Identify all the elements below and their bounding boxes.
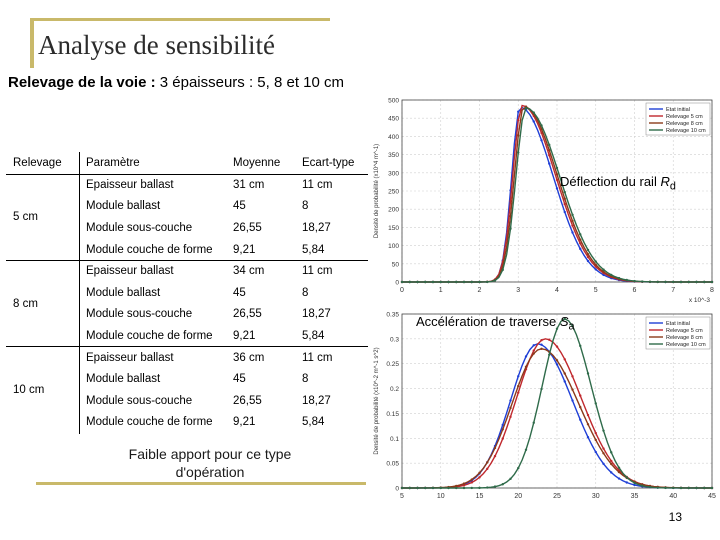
series-marker — [672, 487, 674, 489]
param-name: Module couche de forme — [80, 239, 227, 261]
series-marker — [494, 279, 496, 281]
y-tick-label: 0.1 — [389, 435, 399, 443]
y-axis-label: Densité de probabilité (x10^4 m^-1) — [374, 143, 380, 239]
param-name: Module couche de forme — [86, 416, 213, 429]
series-marker — [494, 455, 496, 457]
series-marker — [478, 487, 480, 489]
header-ecart-type: Ecart-type — [296, 153, 369, 175]
series-marker — [432, 487, 434, 489]
chart-rail-deflection — [368, 94, 720, 304]
series-marker — [711, 281, 713, 283]
series-marker — [486, 281, 488, 283]
header-relevage: Relevage — [7, 153, 80, 175]
param-name: Epaisseur ballast — [86, 265, 174, 278]
chart2-annotation-sub: a — [568, 320, 575, 333]
series-marker — [595, 439, 597, 441]
y-tick-label: 500 — [388, 97, 399, 105]
series-marker — [633, 280, 635, 282]
x-tick-label: 2 — [477, 287, 482, 294]
series-marker — [595, 263, 597, 265]
chart1-annotation-text: Déflection du rail — [560, 174, 657, 189]
series-marker — [424, 281, 426, 283]
param-mean: 9,21 — [233, 416, 256, 429]
y-tick-label: 250 — [388, 188, 399, 196]
param-mean: 31 cm — [233, 178, 265, 191]
series-marker — [533, 349, 535, 351]
param-mean: 9,21 — [227, 325, 296, 347]
series-marker — [695, 281, 697, 283]
series-marker — [525, 107, 527, 109]
series-marker — [478, 281, 480, 283]
page-number: 13 — [668, 510, 682, 524]
chart-sleeper-acceleration-svg — [368, 304, 720, 500]
decor-top-line — [30, 18, 330, 21]
series-marker — [641, 280, 643, 282]
series-marker — [533, 344, 535, 346]
y-tick-label: 0.3 — [389, 336, 399, 344]
series-marker — [602, 463, 604, 465]
series-marker — [440, 281, 442, 283]
chart1-annotation-sub: d — [669, 180, 676, 193]
param-mean: 26,55 — [233, 222, 262, 235]
series-marker — [595, 451, 597, 453]
series-marker — [587, 423, 589, 425]
series-marker — [540, 124, 542, 126]
note-line-1: Faible apport pour ce type — [128, 446, 292, 462]
series-marker — [595, 432, 597, 434]
series-marker — [540, 139, 542, 141]
decor-bottom-line — [36, 482, 366, 485]
table-header-row — [7, 153, 369, 175]
y-tick-label: 0.35 — [386, 311, 399, 319]
series-marker — [602, 429, 604, 431]
y-tick-label: 0.05 — [386, 460, 399, 468]
series-marker — [494, 485, 496, 487]
param-mean: 26,55 — [233, 308, 262, 321]
param-name: Module sous-couche — [86, 308, 193, 321]
param-std: 5,84 — [302, 416, 325, 429]
x-tick-label: 45 — [708, 493, 716, 500]
param-mean: 36 cm — [233, 351, 265, 364]
series-marker — [618, 477, 620, 479]
series-marker — [695, 487, 697, 489]
series-marker — [509, 228, 511, 230]
series-marker — [486, 468, 488, 470]
series-marker — [610, 471, 612, 473]
param-name: Module sous-couche — [86, 394, 193, 407]
param-name: Module couche de forme — [80, 325, 227, 347]
y-tick-label: 200 — [388, 206, 399, 214]
y-axis-label: Densité de probabilité (x10^-2 m^-1 s^2) — [374, 347, 380, 455]
series-marker — [579, 394, 581, 396]
series-marker — [556, 345, 558, 347]
series-marker — [587, 414, 589, 416]
chart-sleeper-acceleration — [368, 304, 720, 500]
series-marker — [571, 388, 573, 390]
series-marker — [533, 352, 535, 354]
series-marker — [409, 281, 411, 283]
note-line-2: d'opération — [175, 464, 245, 480]
series-marker — [626, 481, 628, 483]
x-tick-label: 15 — [475, 493, 484, 500]
series-marker — [416, 281, 418, 283]
y-tick-label: 0.15 — [386, 410, 399, 418]
legend-label: Relevage 5 cm — [666, 114, 703, 120]
param-std: 8 — [302, 373, 309, 386]
x-tick-label: 0 — [400, 287, 404, 294]
series-marker — [610, 274, 612, 276]
series-marker — [517, 375, 519, 377]
chart2-annotation — [416, 314, 575, 333]
table-row — [7, 347, 369, 369]
series-marker — [571, 231, 573, 233]
series-marker — [455, 487, 457, 489]
series-marker — [587, 249, 589, 251]
series-marker — [587, 253, 589, 255]
series-marker — [502, 269, 504, 271]
series-marker — [471, 281, 473, 283]
series-marker — [424, 487, 426, 489]
series-marker — [556, 167, 558, 169]
series-marker — [703, 487, 705, 489]
series-marker — [680, 281, 682, 283]
series-marker — [556, 363, 558, 365]
series-marker — [564, 211, 566, 213]
legend-label: Relevage 10 cm — [666, 128, 706, 134]
series-marker — [540, 344, 542, 346]
subtitle-bold: Relevage de la voie : — [8, 74, 156, 91]
series-marker — [688, 487, 690, 489]
param-mean: 45 — [233, 286, 246, 299]
series-marker — [595, 260, 597, 262]
param-mean: 9,21 — [227, 239, 296, 261]
series-marker — [564, 198, 566, 200]
param-mean: 26,55 — [233, 394, 262, 407]
series-marker — [517, 111, 519, 113]
legend-label: Etat initial — [666, 107, 690, 113]
series-marker — [509, 407, 511, 409]
chart2-annotation-text: Accélération de traverse — [416, 314, 557, 329]
series-marker — [711, 487, 713, 489]
series-marker — [672, 281, 674, 283]
series-marker — [587, 260, 589, 262]
y-tick-label: 300 — [388, 170, 399, 178]
series-marker — [626, 279, 628, 281]
param-name: Epaisseur ballast — [86, 178, 174, 191]
series-marker — [447, 487, 449, 489]
param-std: 11 cm — [302, 351, 333, 364]
series-marker — [641, 485, 643, 487]
series-marker — [540, 388, 542, 390]
table-row — [7, 174, 369, 196]
chart1-annotation-symbol: R — [660, 174, 670, 189]
param-mean: 34 cm — [233, 265, 265, 278]
series-marker — [471, 478, 473, 480]
param-std: 11 cm — [302, 178, 333, 191]
series-marker — [471, 487, 473, 489]
series-marker — [564, 372, 566, 374]
y-tick-label: 400 — [388, 133, 399, 141]
series-marker — [564, 358, 566, 360]
series-marker — [517, 467, 519, 469]
series-marker — [626, 476, 628, 478]
y-tick-label: 450 — [388, 115, 399, 123]
series-marker — [556, 173, 558, 175]
series-marker — [602, 452, 604, 454]
param-std: 8 — [302, 200, 309, 213]
series-marker — [509, 416, 511, 418]
param-name: Module ballast — [86, 286, 161, 299]
x-tick-label: 5 — [593, 287, 598, 294]
series-marker — [571, 375, 573, 377]
series-marker — [486, 461, 488, 463]
series-marker — [657, 486, 659, 488]
slide-subtitle — [8, 74, 344, 91]
series-marker — [664, 281, 666, 283]
x-tick-label: 8 — [710, 287, 714, 294]
y-tick-label: 150 — [388, 224, 399, 232]
series-marker — [618, 466, 620, 468]
x-tick-label: 6 — [632, 287, 637, 294]
series-marker — [463, 487, 465, 489]
group-label: 5 cm — [7, 174, 80, 260]
series-marker — [401, 487, 403, 489]
series-marker — [471, 481, 473, 483]
chart1-annotation — [560, 174, 676, 193]
series-marker — [548, 144, 550, 146]
series-marker — [517, 134, 519, 136]
series-marker — [416, 487, 418, 489]
param-std: 18,27 — [302, 308, 331, 321]
series-marker — [610, 451, 612, 453]
header-moyenne: Moyenne — [227, 153, 296, 175]
series-marker — [595, 268, 597, 270]
series-marker — [463, 281, 465, 283]
series-marker — [556, 359, 558, 361]
x-tick-label: 1 — [438, 287, 443, 294]
slide-title: Analyse de sensibilité — [38, 30, 275, 60]
series-marker — [571, 399, 573, 401]
series-marker — [564, 380, 566, 382]
param-std: 18,27 — [302, 394, 331, 407]
series-marker — [455, 485, 457, 487]
y-tick-label: 350 — [388, 152, 399, 160]
series-marker — [455, 281, 457, 283]
series-marker — [548, 339, 550, 341]
param-std: 18,27 — [302, 222, 331, 235]
table-row — [7, 260, 369, 282]
series-marker — [432, 281, 434, 283]
group-label: 10 cm — [7, 347, 80, 433]
series-marker — [602, 447, 604, 449]
series-marker — [478, 472, 480, 474]
chart-rail-deflection-svg — [368, 94, 720, 304]
parameter-table — [6, 152, 369, 434]
series-marker — [509, 478, 511, 480]
series-marker — [618, 471, 620, 473]
series-marker — [579, 418, 581, 420]
series-marker — [517, 151, 519, 153]
header-parametre: Paramètre — [80, 153, 227, 175]
series-marker — [533, 422, 535, 424]
chart2-annotation-symbol: S — [559, 314, 569, 329]
y-tick-label: 50 — [391, 261, 399, 269]
series-marker — [478, 476, 480, 478]
x-tick-label: 30 — [591, 493, 600, 500]
group-label: 8 cm — [7, 260, 80, 346]
param-name: Module ballast — [86, 200, 161, 213]
series-marker — [463, 482, 465, 484]
x-tick-label: 40 — [669, 493, 678, 500]
series-marker — [540, 339, 542, 341]
series-marker — [502, 437, 504, 439]
series-marker — [401, 281, 403, 283]
series-marker — [657, 281, 659, 283]
series-marker — [649, 486, 651, 488]
legend-label: Relevage 8 cm — [666, 121, 703, 127]
series-marker — [494, 447, 496, 449]
param-name: Module ballast — [86, 373, 161, 386]
series-marker — [571, 214, 573, 216]
series-marker — [703, 281, 705, 283]
series-marker — [556, 187, 558, 189]
series-marker — [440, 487, 442, 489]
series-marker — [486, 486, 488, 488]
series-marker — [517, 385, 519, 387]
series-marker — [548, 162, 550, 164]
x-tick-label: 10 — [436, 493, 445, 500]
series-marker — [517, 391, 519, 393]
param-name: Epaisseur ballast — [86, 351, 174, 364]
y-tick-label: 0.25 — [386, 361, 399, 369]
series-marker — [579, 345, 581, 347]
x-tick-label: 7 — [671, 287, 676, 294]
series-marker — [610, 463, 612, 465]
param-std: 5,84 — [296, 325, 369, 347]
series-marker — [548, 354, 550, 356]
series-marker — [633, 482, 635, 484]
param-std: 5,84 — [296, 239, 369, 261]
series-marker — [664, 487, 666, 489]
param-name: Module sous-couche — [86, 222, 193, 235]
series-marker — [540, 348, 542, 350]
series-marker — [587, 436, 589, 438]
series-marker — [579, 238, 581, 240]
series-marker — [502, 483, 504, 485]
series-marker — [517, 119, 519, 121]
series-marker — [502, 428, 504, 430]
x-tick-label: 35 — [630, 493, 639, 500]
series-marker — [571, 220, 573, 222]
series-marker — [680, 487, 682, 489]
series-marker — [525, 366, 527, 368]
param-std: 11 cm — [302, 265, 333, 278]
series-marker — [579, 248, 581, 250]
series-marker — [533, 111, 535, 113]
legend-label: Relevage 8 cm — [666, 335, 703, 341]
series-marker — [688, 281, 690, 283]
series-marker — [409, 487, 411, 489]
series-marker — [633, 484, 635, 486]
series-marker — [595, 402, 597, 404]
y-tick-label: 100 — [388, 243, 399, 251]
x-tick-label: 3 — [516, 287, 521, 294]
series-marker — [579, 233, 581, 235]
y-tick-label: 0 — [395, 279, 399, 287]
x-tick-label: 25 — [553, 493, 561, 500]
param-std: 8 — [302, 286, 309, 299]
x-multiplier: x 10^-3 — [688, 297, 710, 304]
series-marker — [533, 120, 535, 122]
conclusion-note — [100, 445, 320, 481]
x-tick-label: 4 — [555, 287, 559, 294]
series-marker — [525, 355, 527, 357]
series-marker — [602, 268, 604, 270]
series-marker — [618, 277, 620, 279]
x-tick-label: 5 — [400, 493, 404, 500]
legend-label: Relevage 5 cm — [666, 328, 703, 334]
series-marker — [587, 372, 589, 374]
series-marker — [509, 399, 511, 401]
decor-left-bar — [30, 20, 34, 68]
param-mean: 45 — [233, 373, 246, 386]
subtitle-rest: 3 épaisseurs : 5, 8 et 10 cm — [155, 74, 345, 91]
y-tick-label: 0 — [395, 485, 399, 493]
series-marker — [447, 281, 449, 283]
series-marker — [579, 406, 581, 408]
y-tick-label: 0.2 — [389, 386, 399, 394]
legend-label: Etat initial — [666, 321, 690, 327]
x-tick-label: 20 — [514, 493, 523, 500]
series-marker — [649, 281, 651, 283]
series-marker — [525, 449, 527, 451]
legend-label: Relevage 10 cm — [666, 342, 706, 348]
param-mean: 45 — [233, 200, 246, 213]
